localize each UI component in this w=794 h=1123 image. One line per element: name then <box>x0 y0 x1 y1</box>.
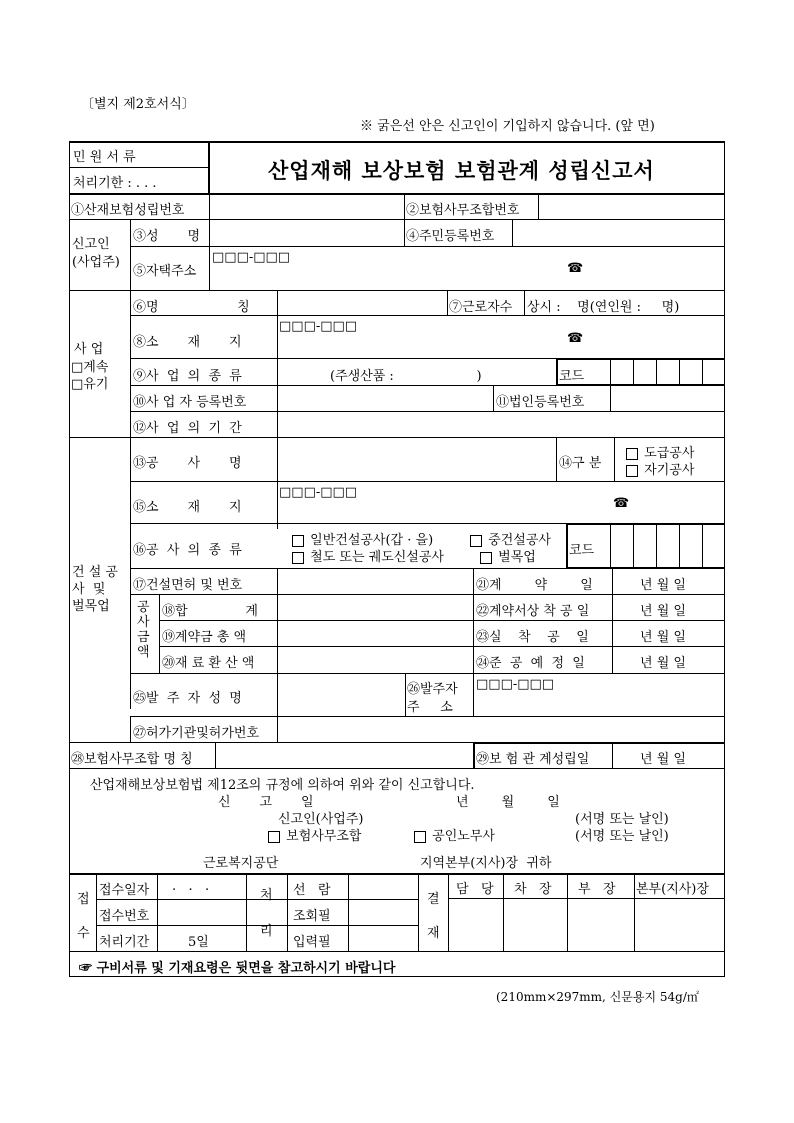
rrn-label: ④주민등록번호 <box>406 229 495 244</box>
form-title: 산업재해 보상보험 보험관계 성립신고서 <box>268 158 655 183</box>
signature-label-2: (서명 또는 날인) <box>575 829 669 844</box>
processing-label-2: 리 <box>260 924 273 939</box>
own-work-option[interactable]: 자기공사 <box>626 459 694 478</box>
recipient-label: 지역본부(지사)장 귀하 <box>420 856 552 871</box>
corp-reg-label: ⑪법인등록번호 <box>496 395 585 410</box>
client-postal-code: □□□-□□□ <box>476 677 555 692</box>
amount-group-label: 공 사 금 액 <box>137 600 150 660</box>
rrn-field[interactable] <box>514 221 722 244</box>
approver-head: 본부(지사)장 <box>636 882 709 897</box>
checkbox-icon <box>292 552 304 564</box>
completion-label: ㉔준 공 예 정 일 <box>476 656 585 671</box>
applicant-group-label: 신고인 (사업주) <box>72 237 120 270</box>
phone-icon: ☎ <box>567 261 584 276</box>
actual-start-ymd: 년 월 일 <box>640 630 686 645</box>
phone-icon: ☎ <box>567 331 584 346</box>
construction-group-label: 건 설 공 사 및 벌목업 <box>72 565 118 614</box>
business-postal-code: □□□-□□□ <box>279 319 358 334</box>
business-continuous-option[interactable]: □계속 <box>71 360 109 375</box>
applicant-name-field[interactable] <box>211 221 402 244</box>
business-temporary-option[interactable]: □유기 <box>71 377 109 392</box>
organization-name: 근로복지공단 <box>203 856 279 871</box>
approver-manager: 부 장 <box>578 882 616 897</box>
contract-start-label: ㉒계약서상 착 공 일 <box>476 604 590 619</box>
checkbox-icon <box>292 535 304 547</box>
checkbox-icon <box>414 831 426 843</box>
material-label: ⑳재 료 환 산 액 <box>162 656 255 671</box>
business-code-label: 코드 <box>559 369 585 384</box>
workers-label: ⑦근로자수 <box>449 300 513 315</box>
client-address-label: ㉖발주자 <box>407 682 458 697</box>
sum-label: ⑱합 계 <box>162 604 258 619</box>
contract-start-ymd: 년 월 일 <box>640 604 686 619</box>
labor-attorney-option[interactable]: 공인노무사 <box>414 825 495 844</box>
workers-value: 상시 : 명(연인원 : 명) <box>527 300 680 315</box>
checkbox-icon <box>626 465 638 477</box>
business-group-label: 사 업 <box>74 342 104 357</box>
phone-icon: ☎ <box>613 496 630 511</box>
receipt-date-label: 접수일자 <box>99 883 150 898</box>
declarant-label: 신고인(사업주) <box>278 812 364 827</box>
signature-label-1: (서명 또는 날인) <box>575 812 669 827</box>
processing-period-label: 처리기간 <box>99 935 150 950</box>
contract-date-label: ㉑계 약 일 <box>476 578 593 593</box>
receipt-date-value: . . . <box>172 879 210 894</box>
business-period-field[interactable] <box>279 413 722 435</box>
permit-label: ㉗허가기관및허가번호 <box>133 726 260 741</box>
category-label: ⑭구 분 <box>559 456 602 471</box>
client-name-label: ㉕발 주 자 성 명 <box>133 691 242 706</box>
business-reg-field[interactable] <box>279 387 491 409</box>
checkbox-icon <box>626 448 638 460</box>
business-name-label: ⑥명 칭 <box>133 300 250 315</box>
construction-postal-code: □□□-□□□ <box>279 485 358 500</box>
paper-spec: (210mm×297mm, 신문용지 54g/㎡ <box>496 990 699 1004</box>
general-construction-option[interactable]: 일반건설공사(갑 · 을) <box>292 529 433 548</box>
establishment-date-label: ㉙보 험 관 계성립일 <box>476 752 590 767</box>
construction-location-label: ⑮소 재 지 <box>133 500 242 515</box>
business-type-label: ⑨사 업 의 종 류 <box>133 369 242 384</box>
association-no-field[interactable] <box>540 195 722 217</box>
insurance-no-field[interactable] <box>211 195 402 217</box>
business-reg-label: ⑩사 업 자 등록번호 <box>133 395 247 410</box>
processing-period-value: 5일 <box>188 935 209 950</box>
processing-label: 처 <box>260 888 273 903</box>
deadline-label: 처리기한 : . . . <box>73 176 157 191</box>
checkbox-icon <box>470 535 482 547</box>
establishment-ymd: 년 월 일 <box>640 752 686 767</box>
heavy-construction-option[interactable]: 중건설공사 <box>470 529 551 548</box>
completion-ymd: 년 월 일 <box>640 656 686 671</box>
receipt-group-label-2: 수 <box>77 926 90 941</box>
logging-option[interactable]: 벌목업 <box>480 546 536 565</box>
home-postal-code: □□□-□□□ <box>212 250 291 265</box>
inquiry-label: 조회필 <box>293 909 331 924</box>
license-label: ⑰건설면허 및 번호 <box>133 578 243 593</box>
association-name-label: ㉘보험사무조합 명 칭 <box>71 752 193 767</box>
review-label: 선 람 <box>293 883 331 898</box>
construction-kind-label: ⑯공 사 의 종 류 <box>133 543 242 558</box>
construction-code-label: 코드 <box>569 543 595 558</box>
main-product-label: (주생산품 : ) <box>330 369 482 384</box>
construction-name-label: ⑬공 사 명 <box>133 456 242 471</box>
association-option[interactable]: 보험사무조합 <box>268 825 362 844</box>
receipt-group-label: 접 <box>77 892 90 907</box>
approval-label: 결 <box>427 892 440 907</box>
doc-type-label: 민 원 서 류 <box>73 150 136 165</box>
name-label: ③성 명 <box>133 229 201 244</box>
declaration-text: 산업재해보상보험법 제12조의 규정에 의하여 위와 같이 신고합니다. <box>90 778 475 793</box>
checkbox-icon <box>480 552 492 564</box>
business-period-label: ⑫사 업 의 기 간 <box>133 421 242 436</box>
insurance-no-label: ①산재보험성립번호 <box>71 203 185 218</box>
input-label: 입력필 <box>293 935 331 950</box>
client-address-label-2: 주 소 <box>407 700 453 715</box>
contract-date-ymd: 년 월 일 <box>640 578 686 593</box>
declaration-date-value: 년 월 일 <box>456 795 560 810</box>
checkbox-icon <box>268 831 280 843</box>
railway-construction-option[interactable]: 철도 또는 궤도신설공사 <box>292 546 444 565</box>
business-name-field[interactable] <box>279 292 445 313</box>
approver-staff: 담 당 <box>456 882 494 897</box>
actual-start-label: ㉓실 착 공 일 <box>476 630 589 645</box>
approval-label-2: 재 <box>427 926 440 941</box>
receipt-number-label: 접수번호 <box>99 909 150 924</box>
contract-amount-label: ⑲계약금 총 액 <box>162 630 247 645</box>
notice-text: ※ 굵은선 안은 신고인이 기입하지 않습니다. (앞 면) <box>360 119 655 134</box>
approver-deputy: 차 장 <box>514 882 552 897</box>
declaration-date-label: 신 고 일 <box>218 795 314 810</box>
association-no-label: ②보험사무조합번호 <box>406 203 520 218</box>
footer-note: ☞ 구비서류 및 기재요령은 뒷면을 참고하시기 바랍니다 <box>79 961 396 976</box>
contract-work-option[interactable]: 도급공사 <box>626 442 694 461</box>
home-address-label: ⑤자택주소 <box>133 264 197 279</box>
location-label: ⑧소 재 지 <box>133 335 242 350</box>
form-number: 〔별지 제2호서식〕 <box>81 97 195 112</box>
